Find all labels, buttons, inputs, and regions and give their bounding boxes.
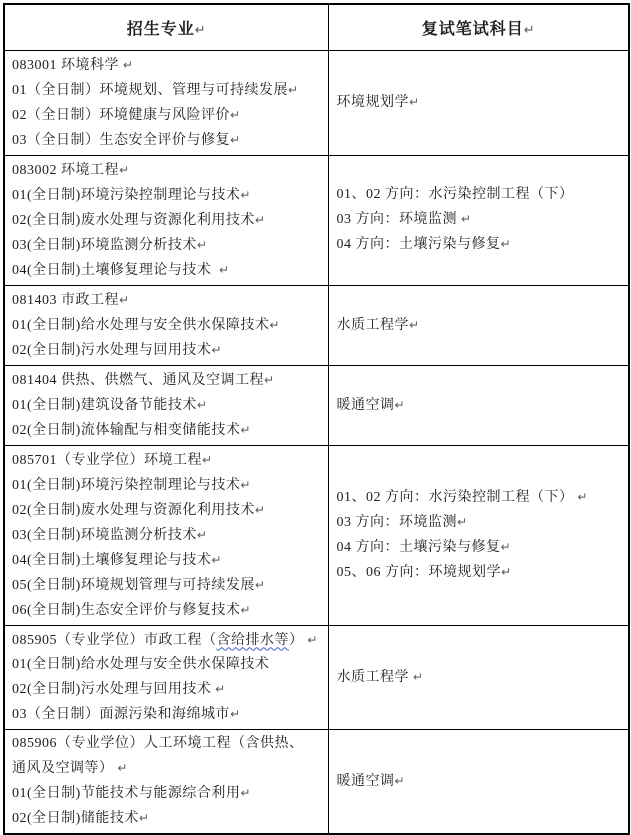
paragraph-mark-icon: ↵	[230, 107, 241, 122]
text-line: 085906（专业学位）人工环境工程（含供热、	[12, 735, 304, 751]
text-line: 04 方向：土壤污染与修复↵	[336, 540, 511, 555]
text-line: 02(全日制)流体输配与相变储能技术↵	[12, 422, 251, 438]
text-line: 01、02 方向：水污染控制工程（下）	[336, 187, 574, 202]
table-row	[4, 625, 629, 729]
table-body	[4, 50, 629, 834]
table-row	[4, 285, 629, 365]
text-line: 02(全日制)污水处理与回用技术↵	[12, 342, 222, 358]
paragraph-mark-icon: ↵	[202, 452, 213, 467]
paragraph-mark-icon: ↵	[573, 490, 588, 504]
paragraph-mark-icon: ↵	[254, 577, 265, 592]
paragraph-mark-icon: ↵	[240, 785, 251, 800]
major-cell	[4, 365, 328, 445]
paragraph-mark-icon: ↵	[254, 212, 265, 227]
paragraph-mark-icon: ↵	[211, 552, 222, 567]
text-line: 05(全日制)环境规划管理与可持续发展↵	[12, 577, 265, 593]
text-line: 04(全日制)土壤修复理论与技术↵	[12, 552, 222, 568]
table-row	[4, 729, 629, 834]
paragraph-mark-icon: ↵	[138, 810, 149, 825]
text-line: 03（全日制）生态安全评价与修复↵	[12, 132, 241, 148]
paragraph-mark-icon: ↵	[196, 237, 207, 252]
major-cell	[4, 445, 328, 625]
paragraph-mark-icon: ↵	[119, 57, 133, 72]
text-line: 02（全日制）环境健康与风险评价↵	[12, 107, 241, 123]
text-line: 02(全日制)污水处理与回用技术 ↵	[12, 681, 226, 697]
column-header-exam	[328, 4, 629, 50]
paragraph-mark-icon: ↵	[457, 212, 471, 226]
admissions-table	[3, 3, 630, 835]
table-row	[4, 155, 629, 285]
paragraph-mark-icon: ↵	[394, 773, 405, 788]
text-line: 02(全日制)废水处理与资源化利用技术↵	[12, 502, 265, 518]
header-row	[4, 4, 629, 50]
paragraph-mark-icon: ↵	[119, 292, 130, 307]
paragraph-mark-icon: ↵	[196, 397, 207, 412]
paragraph-mark-icon: ↵	[303, 632, 318, 647]
exam-cell	[328, 625, 629, 729]
table-row	[4, 365, 629, 445]
text-line: 03(全日制)环境监测分析技术↵	[12, 237, 207, 253]
text-line: 081404 供热、供燃气、通风及空调工程↵	[12, 372, 275, 388]
paragraph-mark-icon: ↵	[230, 132, 241, 147]
paragraph-mark-icon: ↵	[523, 22, 535, 38]
paragraph-mark-icon: ↵	[240, 602, 251, 617]
text-line: 03 方向：环境监测 ↵	[336, 212, 471, 227]
text-line: 083001 环境科学 ↵	[12, 57, 133, 73]
exam-cell	[328, 285, 629, 365]
text-line: 085701（专业学位）环境工程↵	[12, 452, 213, 468]
text-line: 05、06 方向：环境规划学↵	[336, 565, 512, 580]
text-line: 01、02 方向：水污染控制工程（下） ↵	[336, 490, 588, 505]
paragraph-mark-icon: ↵	[113, 760, 128, 775]
paragraph-mark-icon: ↵	[240, 422, 251, 437]
paragraph-mark-icon: ↵	[394, 397, 405, 412]
paragraph-mark-icon: ↵	[409, 95, 420, 109]
paragraph-mark-icon: ↵	[501, 565, 512, 579]
major-cell	[4, 285, 328, 365]
paragraph-mark-icon: ↵	[194, 22, 206, 38]
text-line: 环境规划学↵	[336, 95, 420, 110]
text-line: 01(全日制)给水处理与安全供水保障技术↵	[12, 317, 280, 333]
paragraph-mark-icon: ↵	[211, 681, 226, 696]
table-row	[4, 445, 629, 625]
paragraph-mark-icon: ↵	[230, 706, 241, 721]
text-line: 03 方向：环境监测↵	[336, 515, 468, 530]
column-header-major	[4, 4, 328, 50]
paragraph-mark-icon: ↵	[288, 82, 299, 97]
paragraph-mark-icon: ↵	[119, 162, 130, 177]
paragraph-mark-icon: ↵	[254, 502, 265, 517]
paragraph-mark-icon: ↵	[500, 237, 511, 251]
paragraph-mark-icon: ↵	[457, 515, 468, 529]
text-line: 通风及空调等） ↵	[12, 760, 128, 776]
exam-cell	[328, 155, 629, 285]
text-line: 06(全日制)生态安全评价与修复技术↵	[12, 602, 251, 618]
text-line: 02(全日制)储能技术↵	[12, 810, 149, 826]
major-cell	[4, 50, 328, 155]
major-cell	[4, 155, 328, 285]
paragraph-mark-icon: ↵	[211, 262, 230, 277]
paragraph-mark-icon: ↵	[269, 317, 280, 332]
major-cell	[4, 729, 328, 834]
text-line: 01(全日制)给水处理与安全供水保障技术	[12, 656, 270, 672]
exam-cell	[328, 365, 629, 445]
column-header-major-label: 招生专业	[126, 20, 195, 38]
paragraph-mark-icon: ↵	[264, 372, 275, 387]
text-line: 暖通空调↵	[336, 773, 405, 789]
text-line: 04 方向：土壤污染与修复↵	[336, 237, 511, 252]
paragraph-mark-icon: ↵	[409, 669, 423, 684]
text-line: 01(全日制)环境污染控制理论与技术↵	[12, 187, 251, 203]
text-line: 01(全日制)环境污染控制理论与技术↵	[12, 477, 251, 493]
text-line: 水质工程学↵	[336, 317, 420, 333]
exam-cell	[328, 445, 629, 625]
text-line: 01(全日制)节能技术与能源综合利用↵	[12, 785, 251, 801]
paragraph-mark-icon: ↵	[240, 187, 251, 202]
paragraph-mark-icon: ↵	[196, 527, 207, 542]
paragraph-mark-icon: ↵	[211, 342, 222, 357]
exam-cell	[328, 729, 629, 834]
text-line: 03(全日制)环境监测分析技术↵	[12, 527, 207, 543]
text-line: 01(全日制)建筑设备节能技术↵	[12, 397, 207, 413]
spellcheck-squiggle: 含给排水等	[216, 632, 289, 648]
paragraph-mark-icon: ↵	[500, 540, 511, 554]
column-header-exam-label: 复试笔试科目	[421, 20, 524, 38]
text-line: 083002 环境工程↵	[12, 162, 130, 178]
text-line: 01（全日制）环境规划、管理与可持续发展↵	[12, 82, 299, 98]
paragraph-mark-icon: ↵	[409, 317, 420, 332]
major-cell	[4, 625, 328, 729]
text-line: 04(全日制)土壤修复理论与技术 ↵	[12, 262, 230, 278]
text-line: 03（全日制）面源污染和海绵城市↵	[12, 706, 241, 722]
text-line: 02(全日制)废水处理与资源化利用技术↵	[12, 212, 265, 228]
paragraph-mark-icon: ↵	[240, 477, 251, 492]
text-line: 081403 市政工程↵	[12, 292, 130, 308]
text-line: 水质工程学 ↵	[336, 669, 423, 685]
exam-cell	[328, 50, 629, 155]
text-line: 暖通空调↵	[336, 397, 405, 413]
table-row	[4, 50, 629, 155]
text-line: 085905（专业学位）市政工程（含给排水等） ↵	[12, 632, 318, 648]
